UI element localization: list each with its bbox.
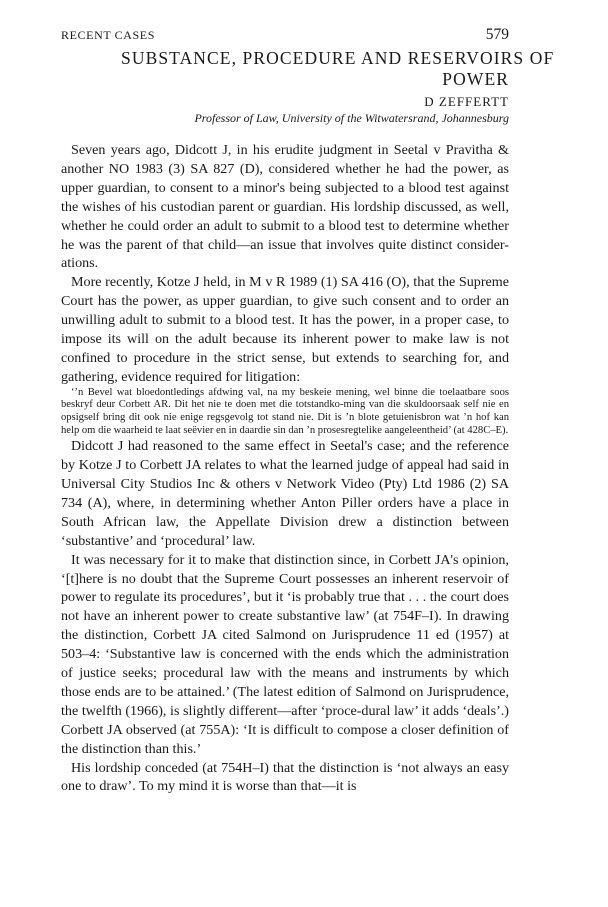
article-body	[61, 141, 509, 796]
paragraph-3: Didcott J had reasoned to the same effect in Seetal's case; and the reference by Kotze J to Corbett JA relates to what the learned judge of appeal had said in Universal City Studios Inc & others v Network Video (Pty) Ltd 1986 (2) SA 734 (A), where, in determining whether Anton Piller orders have a place in South African law, the Appellate Division drew a distinction between ‘substantive’ and ‘procedural’ law.	[61, 438, 509, 549]
block-quote: ‘’n Bevel wat bloedontledings afdwing val, na my beskeie mening, wel binne die toelaatbare soos beskryf deur Corbett AR. Dit het nie te doen met die totstandko-ming van die skuldoorsaak self nie en opsigself bring dit ook nie enige regsgevolg tot stand nie. Dit is ’n blote getuienisbron wat ’n hof kan help om die waarheid te laat seëvier en in daardie sin dan ’n prosesregtelike aangeleentheid’ (at 428C–E).	[61, 386, 509, 436]
article-title-line-1: SUBSTANCE, PROCEDURE AND RESERVOIRS OF	[121, 48, 555, 68]
page	[61, 26, 555, 796]
paragraph-2: More recently, Kotze J held, in M v R 1989 (1) SA 416 (O), that the Supreme Court has the power, as upper guardian, to give such consent and to order an unwilling adult to submit to a blood test. It has the power, in a proper case, to impose its will on the adult because its inherent power to make law is not confined to procedure in the strict sense, but extends to searching for, and gathering, evidence required for litigation:	[61, 274, 509, 385]
paragraph-1: Seven years ago, Didcott J, in his erudite judgment in Seetal v Pravitha & another NO 1983 (3) SA 827 (D), considered whether he had the power, as upper guardian, to consent to a minor's being subjected to a blood test against the wishes of his custodian parent or guardian. His lordship discussed, as well, whether he could order an adult to submit to a blood test to determine whether he was the parent of that child—an issue that involves quite distinct consider-ations.	[61, 142, 509, 272]
article-title-line-2: POWER	[442, 69, 509, 89]
paragraph-5: His lordship conceded (at 754H–I) that the distinction is ‘not always an easy one to draw’. To my mind it is worse than that—it is	[61, 759, 509, 795]
running-head	[61, 26, 509, 46]
author-affiliation: Professor of Law, University of the Witwatersrand, Johannesburg	[194, 111, 509, 125]
paragraph-4: It was necessary for it to make that distinction since, in Corbett JA's opinion, ‘[t]here is no doubt that the Supreme Court possesses an inherent reservoir of power to regulate its procedures’, but it ‘is probably true that . . . the court does not have an inherent power to create substantive law’ (at 754F–I). In drawing the distinction, Corbett JA cited Salmond on Jurisprudence 11 ed (1957) at 503–4: ‘Substantive law is concerned with the ends which the administration of justice seeks; procedural law with the means and instruments by which those ends are to be attained.’ (The latest edition of Salmond on Jurisprudence, the twelfth (1966), is slightly different—after ‘proce-dural law’ it adds ‘deals’.) Corbett JA observed (at 755A): ‘It is difficult to compose a closer definition of the distinction than this.’	[61, 551, 509, 757]
article-title	[61, 48, 555, 90]
page-number: 579	[485, 26, 509, 43]
running-title: RECENT CASES	[61, 28, 155, 42]
author-name: D ZEFFERTT	[424, 94, 509, 109]
